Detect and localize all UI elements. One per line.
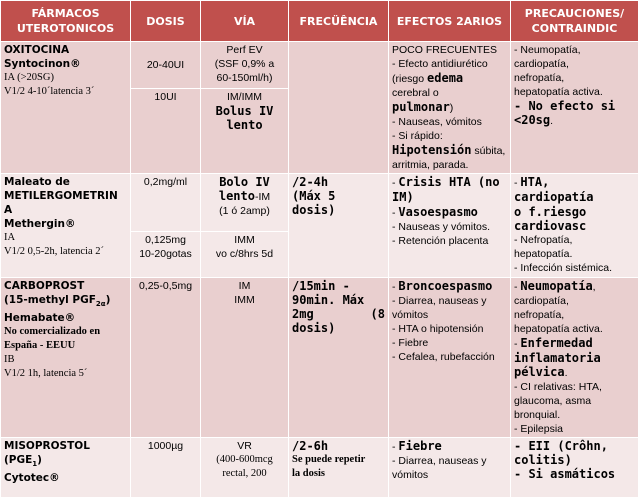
effects-cell — [389, 42, 511, 174]
effect-text: - Cefalea, rubefacción — [392, 350, 507, 364]
precaution-emphasis: Neumopatía — [520, 279, 592, 293]
dose-cell — [131, 42, 201, 89]
precaution-text: . — [550, 115, 553, 127]
route-text: -IM — [255, 191, 270, 203]
precaution-emphasis: <20sg — [514, 113, 550, 127]
effect-text: - Diarrea, nauseas y — [392, 454, 507, 468]
dose-cell — [131, 174, 201, 232]
freq-cell — [289, 438, 389, 498]
effect-emphasis: edema — [427, 71, 463, 85]
freq-text: la dosis — [292, 467, 385, 481]
drug-halflife: V1/2 4-10´latencia 3´ — [4, 85, 127, 99]
drug-subscript: 2α — [96, 300, 106, 308]
effect-text: - Fiebre — [392, 336, 507, 350]
drug-brand: Cytotec® — [4, 471, 127, 485]
freq-text: 2mg — [292, 307, 314, 321]
effect-text: - HTA o hipotensión — [392, 322, 507, 336]
freq-text: (Máx 5 dosis) — [292, 189, 385, 217]
effect-emphasis: pulmonar — [392, 100, 450, 114]
drug-class: IA (>20SG) — [4, 71, 127, 85]
drug-subscript: 1 — [32, 460, 37, 468]
effect-text: - — [392, 441, 398, 453]
route-cell — [201, 232, 289, 278]
route-cell — [201, 438, 289, 498]
route-text: IMM — [204, 293, 285, 307]
header-row — [1, 1, 638, 42]
dose-value: 0,2mg/ml — [144, 176, 187, 188]
route-cell — [201, 42, 289, 89]
header-dosis: DOSIS — [131, 1, 201, 42]
effects-cell — [389, 278, 511, 438]
dose-value: 20-40UI — [147, 59, 184, 71]
effect-text: - — [392, 177, 398, 189]
dose-cell — [131, 278, 201, 438]
effect-text: - Nauseas, vómitos — [392, 115, 507, 129]
route-text: Perf EV — [204, 43, 285, 57]
dose-value: 10-20gotas — [134, 247, 197, 261]
freq-text: /15min - — [292, 279, 385, 293]
precaution-text: cardiopatía, — [514, 57, 635, 71]
precaution-text: - Nefropatía, — [514, 233, 635, 247]
route-text: 60-150ml/h) — [204, 71, 285, 85]
drug-name: OXITOCINA — [4, 43, 127, 57]
drug-brand: Hemabate® — [4, 311, 127, 325]
precaution-text: cardiopatía, — [514, 294, 635, 308]
dose-value: 10UI — [154, 91, 176, 103]
precaution-text: hepatopatía. — [514, 247, 635, 261]
effects-cell — [389, 174, 511, 278]
drug-name: Maleato de — [4, 175, 127, 189]
header-frecuencia: FRECÜÊNCIA — [289, 1, 389, 42]
precaution-text: - CI relativas: HTA, — [514, 380, 635, 394]
effect-text: POCO FRECUENTES — [392, 43, 507, 57]
drug-class: IB — [4, 353, 127, 367]
dose-cell — [131, 232, 201, 278]
precaution-emphasis: - Si asmáticos — [514, 467, 635, 481]
freq-text: dosis) — [292, 321, 385, 335]
precaution-emphasis: pélvica — [514, 365, 565, 379]
precautions-cell — [511, 174, 638, 278]
dose-cell — [131, 89, 201, 174]
drug-name: (15-methyl PGF — [4, 294, 96, 306]
precaution-emphasis: Enfermedad — [520, 336, 592, 350]
effect-emphasis: Fiebre — [398, 439, 441, 453]
precautions-cell — [511, 438, 638, 498]
effect-text: - Si rápido: — [392, 129, 507, 143]
drug-note: No comercializado en — [4, 325, 127, 339]
precaution-text: - Epilepsia — [514, 422, 635, 436]
precautions-cell — [511, 42, 638, 174]
route-text: (400-600mcg — [204, 453, 285, 467]
route-cell — [201, 89, 289, 174]
precautions-cell — [511, 278, 638, 438]
precaution-text: , — [593, 281, 596, 293]
drug-brand: Methergin® — [4, 217, 127, 231]
precaution-text: glaucoma, asma — [514, 394, 635, 408]
route-text: vo c/8hrs 5d — [204, 247, 285, 261]
drug-carboprost — [1, 278, 131, 438]
drug-name: MISOPROSTOL — [4, 439, 127, 453]
drug-oxitocina — [1, 42, 131, 174]
effect-text: cerebral o — [392, 86, 507, 100]
effect-emphasis: Broncoespasmo — [398, 279, 492, 293]
effects-cell — [389, 438, 511, 498]
freq-text: (8 — [371, 307, 385, 321]
precaution-emphasis: o f.riesgo — [514, 205, 635, 219]
header-efectos: EFECTOS 2ARIOS — [389, 1, 511, 42]
freq-text: /2-6h — [292, 439, 385, 453]
dose-value: 0,125mg — [134, 233, 197, 247]
precaution-text: - Infección sistémica. — [514, 261, 635, 275]
row-misoprostol — [1, 438, 638, 498]
effect-text: (riesgo — [392, 73, 427, 85]
route-text: IMM — [204, 233, 285, 247]
precaution-emphasis: - EII (Crôhn, — [514, 439, 635, 453]
drug-class: IA — [4, 231, 127, 245]
drug-brand: Syntocinon® — [4, 57, 127, 71]
effect-text: súbita, — [471, 145, 505, 157]
drug-halflife: V1/2 0,5-2h, latencia 2´ — [4, 245, 127, 259]
precaution-text: . — [565, 367, 568, 379]
freq-cell — [289, 278, 389, 438]
precaution-emphasis: inflamatoria — [514, 351, 635, 365]
freq-cell — [289, 42, 389, 174]
dose-cell — [131, 438, 201, 498]
route-text: VR — [204, 439, 285, 453]
precaution-text: nefropatía, — [514, 308, 635, 322]
drug-halflife: V1/2 1h, latencia 5´ — [4, 367, 127, 381]
effect-text: - Efecto antidiurético — [392, 57, 507, 71]
effect-text: - — [392, 207, 398, 219]
header-farmacos: FÁRMACOS UTEROTONICOS — [1, 1, 131, 42]
header-via: VÍA — [201, 1, 289, 42]
route-emphasis: lento — [204, 118, 285, 132]
drug-metilergometrina — [1, 174, 131, 278]
route-emphasis: Bolus IV — [204, 104, 285, 118]
header-precauciones: PRECAUCIONES/ CONTRAINDIC — [511, 1, 638, 42]
freq-cell — [289, 174, 389, 278]
precaution-text: nefropatía, — [514, 71, 635, 85]
route-emphasis: Bolo IV — [204, 175, 285, 189]
route-text: IM — [204, 279, 285, 293]
route-text: (1 ó 2amp) — [204, 204, 285, 218]
drug-name: A — [4, 203, 127, 217]
row-metil-1 — [1, 174, 638, 232]
effect-text: vómitos — [392, 468, 507, 482]
effect-text: vómitos — [392, 308, 507, 322]
precaution-text: hepatopatía activa. — [514, 322, 635, 336]
effect-emphasis: Crisis HTA (no IM) — [392, 175, 500, 204]
effect-text: ) — [450, 102, 454, 114]
drug-name: ) — [106, 294, 111, 306]
freq-text: /2-4h — [292, 175, 385, 189]
precaution-text: hepatopatía activa. — [514, 85, 635, 99]
route-cell — [201, 174, 289, 232]
freq-text: Se puede repetir — [292, 453, 385, 467]
drug-name: (PGE — [4, 454, 32, 466]
drug-name: ) — [37, 454, 42, 466]
route-cell — [201, 278, 289, 438]
effect-text: arritmia, parada. — [392, 158, 507, 172]
effect-text: - Retención placenta — [392, 234, 507, 248]
precaution-text: - — [514, 338, 520, 350]
drug-name: METILERGOMETRIN — [4, 189, 127, 203]
dose-value: 1000µg — [148, 440, 183, 452]
freq-text: 90min. Máx — [292, 293, 385, 307]
precaution-text: bronquial. — [514, 408, 635, 422]
precaution-emphasis: HTA, cardiopatía — [514, 175, 593, 204]
effect-emphasis: Vasoespasmo — [398, 205, 477, 219]
dose-value: 0,25-0,5mg — [139, 280, 192, 292]
effect-text: - — [392, 281, 398, 293]
precaution-emphasis: colitis) — [514, 453, 635, 467]
route-text: (SSF 0,9% a — [204, 57, 285, 71]
drug-misoprostol — [1, 438, 131, 498]
drug-name: CARBOPROST — [4, 279, 127, 293]
route-emphasis: lento — [219, 189, 255, 203]
effect-text: - Diarrea, nauseas y — [392, 294, 507, 308]
route-text: IM/IMM — [204, 90, 285, 104]
precaution-emphasis: cardiovasc — [514, 219, 635, 233]
effect-text: - Nauseas y vómitos. — [392, 220, 507, 234]
precaution-emphasis: - No efecto si — [514, 99, 635, 113]
drug-note: España - EEUU — [4, 339, 127, 353]
route-text: rectal, 200 — [204, 467, 285, 481]
precaution-text: - Neumopatía, — [514, 43, 635, 57]
effect-emphasis: Hipotensión — [392, 143, 471, 157]
precaution-text: - — [514, 281, 520, 293]
row-carboprost — [1, 278, 638, 438]
row-oxitocina-1 — [1, 42, 638, 89]
precaution-text: - — [514, 177, 520, 189]
